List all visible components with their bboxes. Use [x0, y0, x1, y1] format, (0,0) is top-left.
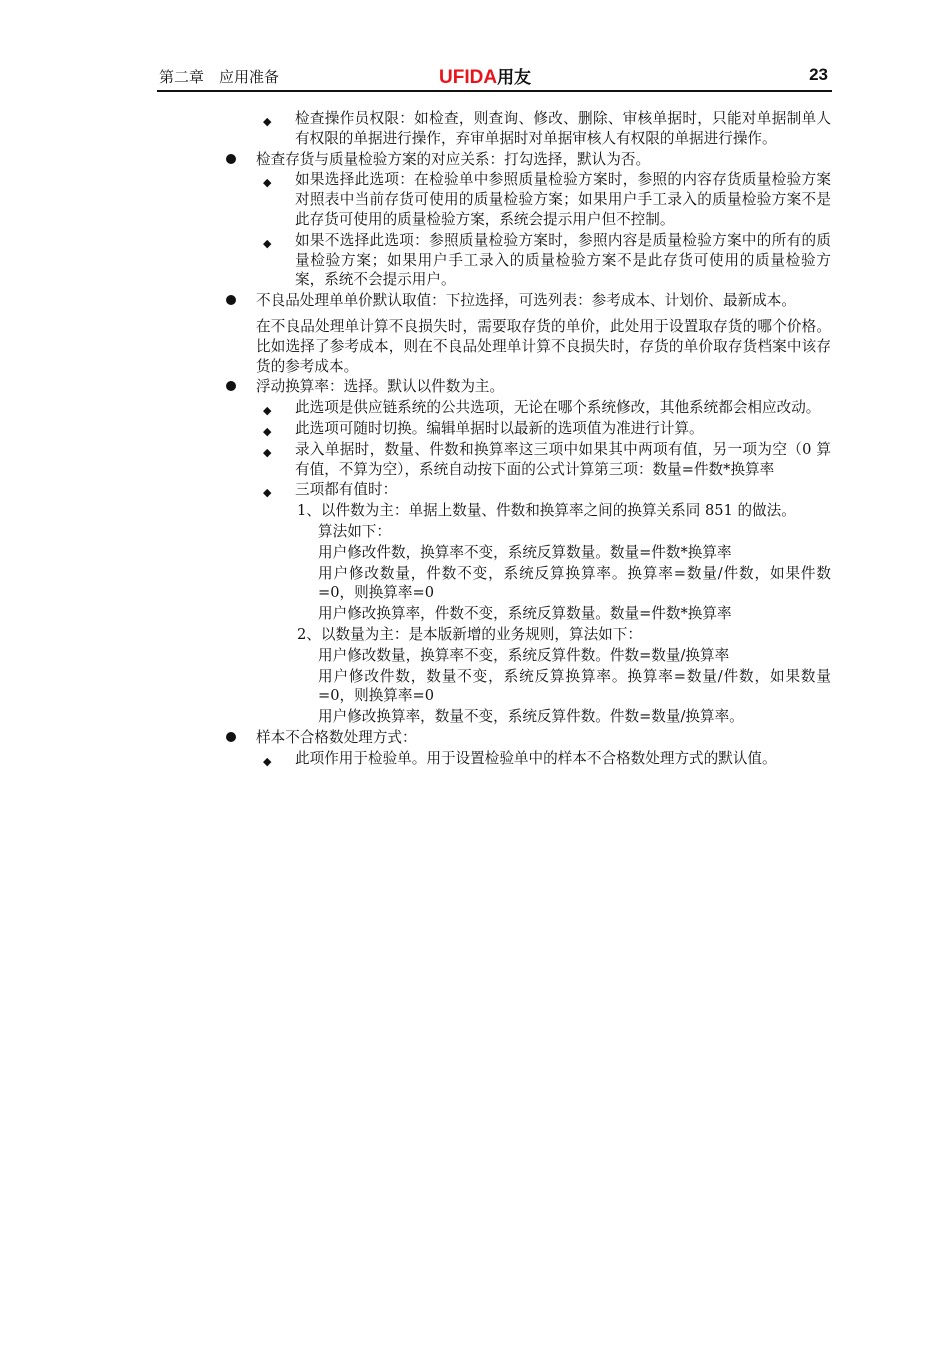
paragraph: [0, 317, 831, 376]
document-body: [0, 109, 952, 770]
item-text: 检查操作员权限：如检查，则查询、修改、删除、审核单据时，只能对单据制单人有权限的单据进行操作，弃审单据时对单据审核人有权限的单据进行操作。: [295, 110, 831, 147]
item-text: 用户修改换算率，件数不变，系统反算数量。数量=件数*换算率: [318, 605, 732, 623]
item-text: 检查存货与质量检验方案的对应关系：打勾选择，默认为否。: [256, 150, 651, 168]
list-item: [0, 440, 831, 480]
sub-item: [0, 625, 831, 645]
diamond-bullet-icon: ◆: [263, 404, 272, 418]
item-text: 此项作用于检验单。用于设置检验单中的样本不合格数处理方式的默认值。: [295, 749, 777, 767]
list-item: [0, 728, 831, 748]
chapter-title: 第二章 应用准备: [159, 68, 280, 86]
page-header: [157, 62, 832, 92]
list-item: [0, 749, 831, 769]
list-item: [0, 170, 831, 229]
diamond-bullet-icon: ◆: [263, 424, 272, 438]
round-bullet-icon: [226, 295, 236, 305]
sub-item: [0, 667, 831, 707]
sub-item: [0, 543, 831, 563]
sub-item: [0, 604, 831, 624]
item-text: 用户修改件数，数量不变，系统反算换算率。换算率=数量/件数，如果数量=0，则换算率=0: [318, 667, 831, 705]
logo-brand: UFIDA: [439, 67, 498, 88]
list-item: [0, 231, 831, 290]
sub-item: [0, 522, 831, 542]
sub-item: [0, 501, 831, 521]
item-text: 2、以数量为主：是本版新增的业务规则，算法如下：: [297, 625, 642, 643]
item-text: 三项都有值时：: [295, 481, 398, 499]
item-text: 此选项可随时切换。编辑单据时以最新的选项值为准进行计算。: [295, 419, 704, 437]
page-number: 23: [809, 65, 828, 84]
diamond-bullet-icon: ◆: [263, 754, 272, 768]
item-text: 不良品处理单单价默认取值：下拉选择，可选列表：参考成本、计划价、最新成本。: [256, 292, 796, 310]
round-bullet-icon: [226, 381, 236, 391]
list-item: [0, 291, 831, 311]
list-item: [0, 377, 831, 397]
item-text: 样本不合格数处理方式：: [256, 728, 417, 746]
list-item: [0, 419, 831, 439]
item-text: 录入单据时，数量、件数和换算率这三项中如果其中两项有值，另一项为空（0 算有值，不算为空），系统自动按下面的公式计算第三项：数量=件数*换算率: [295, 440, 831, 478]
round-bullet-icon: [226, 154, 236, 164]
item-text: 此选项是供应链系统的公共选项，无论在哪个系统修改，其他系统都会相应改动。: [295, 399, 821, 417]
item-text: 如果不选择此选项：参照质量检验方案时，参照内容是质量检验方案中的所有的质量检验方案；如果用户手工录入的质量检验方案不是此存货可使用的质量检验方案，系统不会提示用户。: [295, 231, 831, 289]
item-text: 用户修改数量，换算率不变，系统反算件数。件数=数量/换算率: [318, 646, 730, 664]
item-text: 用户修改件数，换算率不变，系统反算数量。数量=件数*换算率: [318, 543, 732, 561]
item-text: 用户修改换算率，数量不变，系统反算件数。件数=数量/换算率。: [318, 708, 744, 726]
round-bullet-icon: [226, 732, 236, 742]
item-text: 算法如下：: [318, 522, 391, 540]
logo-cn: 用友: [497, 68, 532, 87]
item-text: 浮动换算率：选择。默认以件数为主。: [256, 378, 505, 396]
diamond-bullet-icon: ◆: [263, 486, 272, 500]
list-item: [0, 150, 831, 170]
list-item: [0, 398, 831, 418]
sub-item: [0, 646, 831, 666]
item-text: 如果选择此选项：在检验单中参照质量检验方案时，参照的内容存货质量检验方案对照表中当前存货可使用的质量检验方案；如果用户手工录入的质量检验方案不是此存货可使用的质量检验方案，系统会提示用户但不控制。: [295, 171, 831, 228]
ufida-logo: [439, 63, 531, 89]
diamond-bullet-icon: ◆: [263, 236, 272, 250]
list-item: [0, 480, 831, 500]
item-text: 用户修改数量，件数不变，系统反算换算率。换算率=数量/件数，如果件数=0，则换算率=0: [318, 564, 831, 602]
diamond-bullet-icon: ◆: [263, 445, 272, 459]
paragraph-text: 在不良品处理单计算不良损失时，需要取存货的单价，此处用于设置取存货的哪个价格。比如选择了参考成本，则在不良品处理单计算不良损失时，存货的单价取存货档案中该存货的参考成本。: [256, 317, 831, 375]
list-item: [0, 109, 831, 149]
sub-item: [0, 707, 831, 727]
sub-item: [0, 564, 831, 604]
diamond-bullet-icon: ◆: [263, 115, 272, 128]
diamond-bullet-icon: ◆: [263, 176, 272, 190]
item-text: 1、以件数为主：单据上数量、件数和换算率之间的换算关系同 851 的做法。: [297, 502, 796, 520]
